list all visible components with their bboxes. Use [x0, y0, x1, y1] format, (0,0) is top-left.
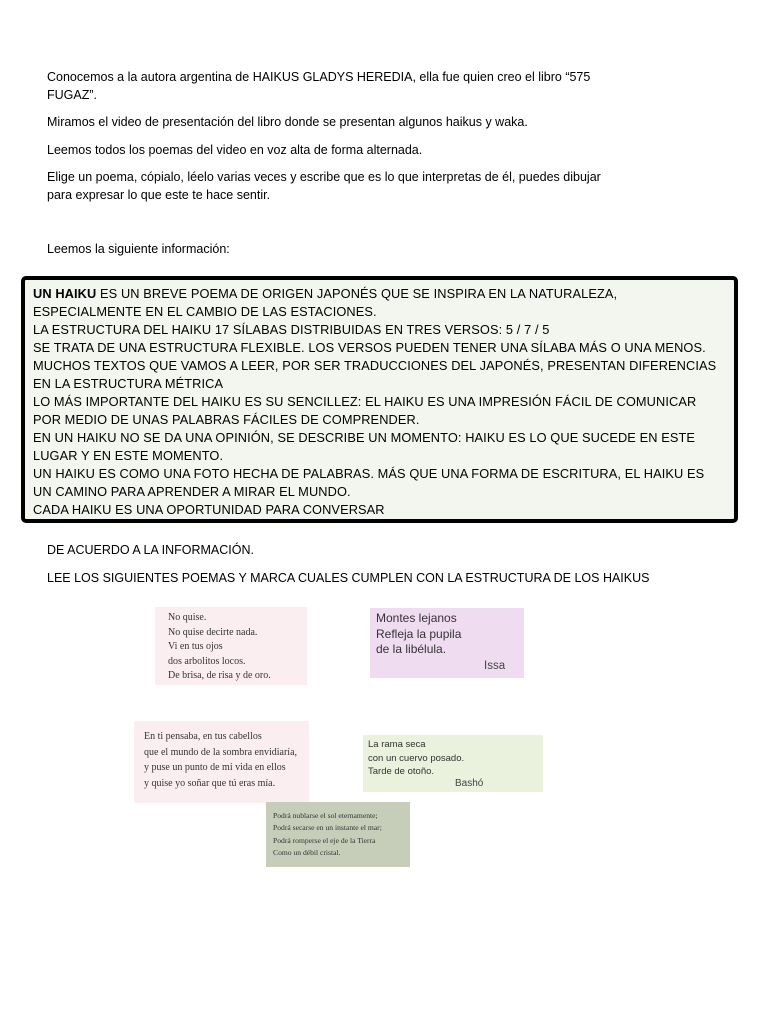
poem-line: dos arbolitos locos.: [168, 655, 246, 667]
poem-line: Podrá romperse el eje de la Tierra: [273, 835, 376, 845]
poem-line: La rama seca: [368, 739, 426, 750]
haiku-info-line: UN HAIKU ES COMO UNA FOTO HECHA DE PALABRAS. MÁS QUE UNA FORMA DE ESCRITURA, EL HAIKU ES UN CAMINO PARA APRENDER A MIRAR EL MUNDO.: [33, 466, 705, 499]
poem-author: Bashó: [455, 778, 484, 789]
poem-line: con un cuervo posado.: [368, 752, 465, 764]
question-instruction: LEE LOS SIGUIENTES POEMAS Y MARCA CUALES CUMPLEN CON LA ESTRUCTURA DE LOS HAIKUS: [47, 571, 650, 585]
intro-paragraph-video: Miramos el video de presentación del libro donde se presentan algunos haikus y waka.: [47, 115, 528, 129]
poem-line: que el mundo de la sombra envidiaría,: [144, 746, 298, 758]
haiku-info-line: SE TRATA DE UNA ESTRUCTURA FLEXIBLE. LOS VERSOS PUEDEN TENER UNA SÍLABA MÁS O UNA MENOS.: [33, 340, 706, 355]
poem-line: y quise yo soñar que tú eras mía.: [144, 777, 276, 789]
poem-card-podra-nublarse: [266, 802, 410, 867]
poem-line: Podrá secarse en un instante el mar;: [273, 823, 382, 833]
poem-line: De brisa, de risa y de oro.: [168, 670, 271, 682]
poem-line: Montes lejanos: [376, 611, 457, 625]
intro-paragraph-author: Conocemos a la autora argentina de HAIKUS GLADYS HEREDIA, ella fue quien creo el libro “575 FUGAZ”.: [47, 70, 591, 102]
haiku-info-text: [25, 280, 734, 519]
poem-line: Vi en tus ojos: [168, 641, 223, 653]
poem-card-en-ti-pensaba: [134, 721, 309, 803]
haiku-info-lead-bold: UN HAIKU: [33, 286, 97, 301]
poem-line: Tarde de otoño.: [368, 766, 435, 777]
poem-line: y puse un punto de mi vida en ellos: [144, 762, 286, 774]
haiku-info-line: EN UN HAIKU NO SE DA UNA OPINIÓN, SE DESCRIBE UN MOMENTO: HAIKU ES LO QUE SUCEDE EN ESTE LUGAR Y EN ESTE MOMENTO.: [33, 430, 696, 463]
poem-line: En ti pensaba, en tus cabellos: [144, 731, 262, 742]
poem-line: de la libélula.: [376, 642, 447, 656]
poem-author: Issa: [484, 660, 506, 672]
poem-line: No quise.: [168, 612, 207, 623]
haiku-info-line: MUCHOS TEXTOS QUE VAMOS A LEER, POR SER TRADUCCIONES DEL JAPONÉS, PRESENTAN DIFERENCIAS EN LA ESTRUCTURA MÉTRICA: [33, 358, 717, 391]
haiku-info-box: [21, 276, 738, 523]
haiku-info-line: LA ESTRUCTURA DEL HAIKU 17 SÍLABAS DISTRIBUIDAS EN TRES VERSOS: 5 / 7 / 5: [33, 322, 550, 337]
poem-line: No quise decirte nada.: [168, 626, 258, 638]
haiku-info-line: LO MÁS IMPORTANTE DEL HAIKU ES SU SENCILLEZ: EL HAIKU ES UNA IMPRESIÓN FÁCIL DE COMUNICAR POR MEDIO DE UNAS PALABRAS FÁCILES DE COMPRENDER.: [33, 394, 697, 427]
haiku-info-lead-rest: ES UN BREVE POEMA DE ORIGEN JAPONÉS QUE SE INSPIRA EN LA NATURALEZA, ESPECIALMENTE EN EL CAMBIO DE LAS ESTACIONES.: [33, 286, 618, 319]
intro-paragraph-choose-poem: Elige un poema, cópialo, léelo varias veces y escribe que es lo que interpretas de él, puedes dibujar para expresar lo que este te hace sentir.: [47, 170, 601, 202]
intro-paragraph-read-aloud: Leemos todos los poemas del video en voz alta de forma alternada.: [47, 143, 423, 157]
poem-card-la-rama-seca: [363, 735, 543, 792]
poem-card-montes-lejanos: [370, 608, 524, 678]
question-heading: DE ACUERDO A LA INFORMACIÓN.: [47, 543, 254, 557]
haiku-info-line: CADA HAIKU ES UNA OPORTUNIDAD PARA CONVERSAR: [33, 502, 385, 517]
haiku-info-line-definition: [33, 285, 726, 321]
poem-line: Podrá nublarse el sol eternamente;: [273, 811, 378, 820]
intro-paragraph-read-info: Leemos la siguiente información:: [47, 242, 230, 256]
poem-line: Refleja la pupila: [376, 626, 462, 641]
poem-card-no-quise: [155, 607, 307, 685]
poem-line: Como un débil cristal.: [273, 847, 341, 857]
